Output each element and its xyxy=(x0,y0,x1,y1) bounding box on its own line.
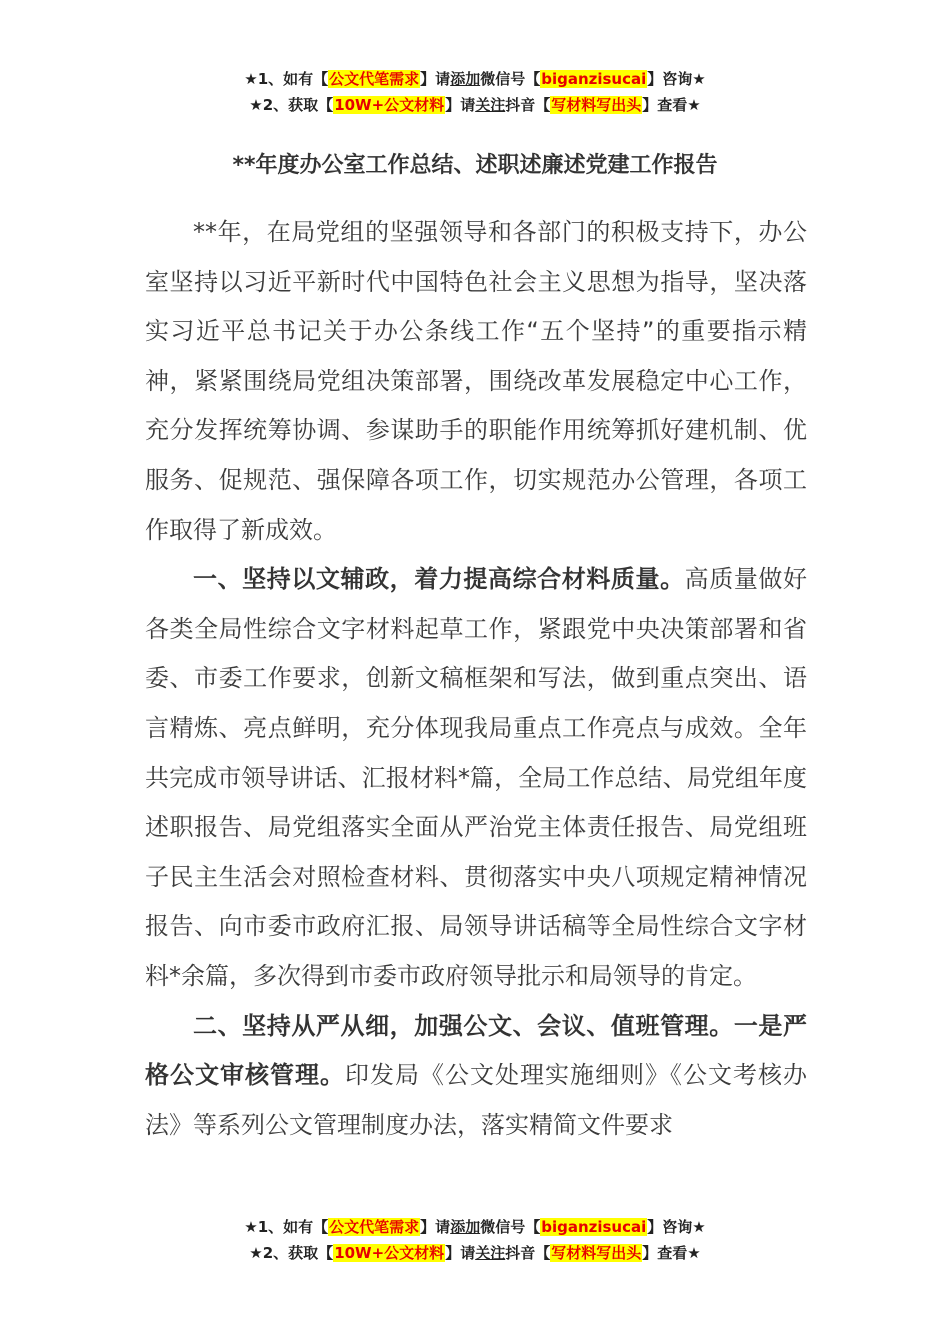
section-2-subheading: 一是严格公文审核管理。 xyxy=(145,1011,808,1090)
paragraph-section-1: 一、坚持以文辅政，着力提高综合材料质量。高质量做好各类全局性综合文字材料起草工作，紧跟党中央决策部署和省委、市委工作要求，创新文稿框架和写法，做到重点突出、语言精炼、亮点鲜明，充分体现我局重点工作亮点与成效。全年共完成市领导讲话、汇报材料*篇，全局工作总结、局党组年度述职报告、局党组落实全面从严治党主体责任报告、局党组班子民主生活会对照检查材料、贯彻落实中央八项规定精神情况报告、向市委市政府汇报、局领导讲话稿等全局性综合文字材料*余篇，多次得到市委市政府领导批示和局领导的肯定。 xyxy=(145,565,808,990)
wechat-id-highlight: biganzisucai xyxy=(541,70,647,88)
document-body xyxy=(145,208,807,1150)
douyin-account-highlight: 写材料写出头 xyxy=(551,96,642,114)
materials-highlight: 10W+公文材料 xyxy=(334,96,445,114)
wechat-id-highlight: biganzisucai xyxy=(541,1218,647,1236)
footer-banner xyxy=(0,1214,950,1266)
section-1-heading: 一、坚持以文辅政，着力提高综合材料质量。 xyxy=(193,565,685,594)
document-title: **年度办公室工作总结、述职述廉述党建工作报告 xyxy=(232,153,718,178)
douyin-account-highlight: 写材料写出头 xyxy=(551,1244,642,1262)
consult-need-highlight: 公文代笔需求 xyxy=(329,1218,420,1236)
footer-line-2: ★2、获取【10W+公文材料】请关注抖音【写材料写出头】查看★ xyxy=(249,1244,701,1262)
section-2-heading: 二、坚持从严从细，加强公文、会议、值班管理。 xyxy=(193,1011,734,1040)
consult-need-highlight: 公文代笔需求 xyxy=(329,70,420,88)
paragraph-section-2: 二、坚持从严从细，加强公文、会议、值班管理。一是严格公文审核管理。印发局《公文处理实施细则》《公文考核办法》等系列公文管理制度办法，落实精简文件要求 xyxy=(145,1011,808,1139)
paragraph-intro: **年，在局党组的坚强领导和各部门的积极支持下，办公室坚持以习近平新时代中国特色社会主义思想为指导，坚决落实习近平总书记关于办公条线工作“五个坚持”的重要指示精神，紧紧围绕局党组决策部署，围绕改革发展稳定中心工作，充分发挥统筹协调、参谋助手的职能作用统筹抓好建机制、优服务、促规范、强保障各项工作，切实规范办公管理，各项工作取得了新成效。 xyxy=(145,218,807,544)
materials-highlight: 10W+公文材料 xyxy=(334,1244,445,1262)
banner-line-1: ★1、如有【公文代笔需求】请添加微信号【biganzisucai】咨询★ xyxy=(244,70,706,88)
banner-line-2: ★2、获取【10W+公文材料】请关注抖音【写材料写出头】查看★ xyxy=(249,96,701,114)
header-banner xyxy=(0,66,950,118)
footer-line-1: ★1、如有【公文代笔需求】请添加微信号【biganzisucai】咨询★ xyxy=(244,1218,706,1236)
